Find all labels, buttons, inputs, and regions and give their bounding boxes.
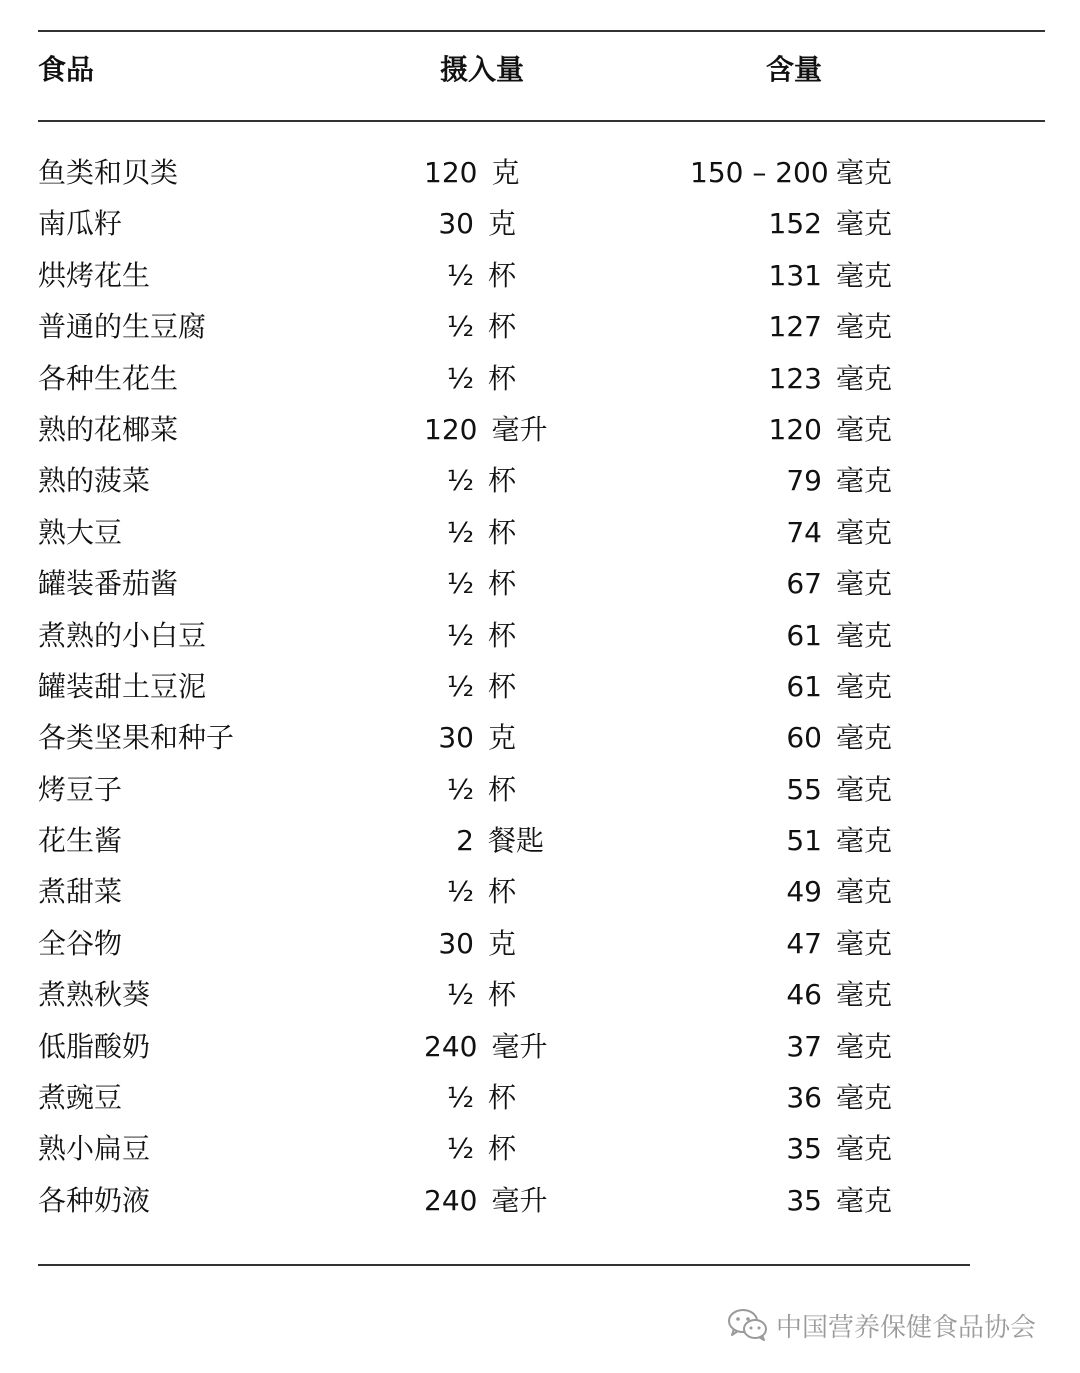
intake-unit: 杯 [488, 361, 517, 395]
table-row [0, 147, 1080, 198]
food-name: 煮熟的小白豆 [38, 618, 207, 652]
table-row [0, 1123, 1080, 1174]
content-unit: 毫克 [836, 464, 893, 498]
content-unit: 毫克 [836, 207, 893, 241]
intake-amount [424, 866, 574, 917]
food-name: 花生酱 [38, 824, 123, 858]
intake-quantity: 240 [424, 1183, 478, 1217]
intake-unit: 杯 [488, 669, 517, 703]
content-value: 51 [786, 824, 822, 858]
header-food: 食品 [38, 53, 95, 86]
food-name: 各种生花生 [38, 361, 179, 395]
content-amount [690, 661, 900, 712]
content-value: 35 [786, 1132, 822, 1166]
content-amount [690, 1021, 900, 1072]
content-value: 55 [786, 772, 822, 806]
content-amount [690, 918, 900, 969]
intake-quantity: ½ [446, 669, 474, 703]
intake-amount [424, 507, 574, 558]
intake-amount [424, 455, 574, 506]
food-name: 煮熟秋葵 [38, 978, 151, 1012]
intake-quantity: ½ [446, 772, 474, 806]
intake-unit: 杯 [488, 310, 517, 344]
intake-amount [424, 301, 574, 352]
table-row [0, 866, 1080, 917]
table-row [0, 301, 1080, 352]
table-row [0, 558, 1080, 609]
intake-quantity: ½ [446, 978, 474, 1012]
table-body [0, 147, 1080, 1226]
top-rule [38, 30, 1045, 32]
header-rule [38, 120, 1045, 122]
intake-unit: 克 [491, 156, 520, 189]
intake-unit: 杯 [488, 978, 517, 1012]
intake-quantity: ½ [446, 515, 474, 549]
table-row [0, 1175, 1080, 1226]
intake-unit: 杯 [488, 258, 517, 292]
content-amount [690, 507, 900, 558]
food-name: 南瓜籽 [38, 207, 123, 241]
intake-quantity: ½ [446, 618, 474, 652]
wechat-icon [726, 1307, 770, 1343]
table-row [0, 661, 1080, 712]
table-row [0, 404, 1080, 455]
intake-amount [424, 147, 574, 198]
content-value: 60 [786, 721, 822, 755]
content-value: 150 – 200 [690, 156, 829, 189]
food-name: 煮豌豆 [38, 1081, 123, 1115]
table-row [0, 610, 1080, 661]
content-unit: 毫克 [836, 258, 893, 292]
content-value: 35 [786, 1183, 822, 1217]
food-name: 普通的生豆腐 [38, 310, 207, 344]
content-amount [690, 558, 900, 609]
content-amount [690, 866, 900, 917]
content-unit: 毫克 [836, 669, 893, 703]
intake-amount [424, 404, 574, 455]
intake-unit: 毫升 [491, 1029, 548, 1063]
table-row [0, 918, 1080, 969]
content-value: 37 [786, 1029, 822, 1063]
intake-amount [424, 353, 574, 404]
watermark [726, 1303, 1036, 1347]
content-unit: 毫克 [836, 310, 893, 344]
content-unit: 毫克 [836, 515, 893, 549]
content-amount [690, 969, 900, 1020]
content-unit: 毫克 [836, 1132, 893, 1166]
content-amount [690, 1123, 900, 1174]
table-row [0, 764, 1080, 815]
bottom-rule [38, 1264, 970, 1266]
table-row [0, 815, 1080, 866]
intake-unit: 毫升 [491, 412, 548, 446]
intake-unit: 餐匙 [488, 824, 545, 858]
intake-amount [424, 250, 574, 301]
content-unit: 毫克 [836, 618, 893, 652]
header-intake: 摄入量 [440, 53, 525, 86]
content-value: 61 [786, 669, 822, 703]
intake-quantity: ½ [446, 258, 474, 292]
intake-quantity: 2 [456, 824, 474, 858]
intake-unit: 杯 [488, 1132, 517, 1166]
intake-amount [424, 198, 574, 249]
food-name: 熟大豆 [38, 515, 123, 549]
intake-unit: 杯 [488, 567, 517, 601]
intake-amount [424, 815, 574, 866]
food-name: 低脂酸奶 [38, 1029, 151, 1063]
food-name: 各类坚果和种子 [38, 721, 235, 755]
intake-quantity: 30 [438, 721, 474, 755]
content-value: 47 [786, 926, 822, 960]
content-value: 46 [786, 978, 822, 1012]
content-value: 79 [786, 464, 822, 498]
table-row [0, 250, 1080, 301]
table-row [0, 507, 1080, 558]
table-row [0, 353, 1080, 404]
food-name: 烘烤花生 [38, 258, 151, 292]
intake-unit: 毫升 [491, 1183, 548, 1217]
content-amount [690, 1175, 900, 1226]
content-value: 152 [768, 207, 822, 241]
intake-quantity: 30 [438, 207, 474, 241]
content-value: 67 [786, 567, 822, 601]
food-name: 熟的菠菜 [38, 464, 151, 498]
content-amount [690, 610, 900, 661]
intake-quantity: 120 [424, 412, 478, 446]
intake-quantity: ½ [446, 1132, 474, 1166]
intake-unit: 克 [488, 207, 517, 241]
intake-amount [424, 558, 574, 609]
intake-amount [424, 610, 574, 661]
table-row [0, 969, 1080, 1020]
food-name: 烤豆子 [38, 772, 123, 806]
food-name: 熟小扁豆 [38, 1132, 151, 1166]
intake-amount [424, 1072, 574, 1123]
table-row [0, 198, 1080, 249]
content-value: 61 [786, 618, 822, 652]
content-value: 36 [786, 1081, 822, 1115]
content-value: 123 [768, 361, 822, 395]
content-amount [690, 147, 900, 198]
content-amount [690, 250, 900, 301]
content-unit: 毫克 [836, 567, 893, 601]
food-name: 全谷物 [38, 926, 123, 960]
intake-quantity: ½ [446, 361, 474, 395]
content-amount [690, 1072, 900, 1123]
content-unit: 毫克 [836, 772, 893, 806]
food-name: 罐装甜土豆泥 [38, 669, 207, 703]
content-amount [690, 353, 900, 404]
table-row [0, 1021, 1080, 1072]
intake-unit: 杯 [488, 772, 517, 806]
food-name: 煮甜菜 [38, 875, 123, 909]
content-value: 131 [768, 258, 822, 292]
intake-unit: 杯 [488, 464, 517, 498]
intake-quantity: ½ [446, 567, 474, 601]
content-unit: 毫克 [836, 361, 893, 395]
content-value: 74 [786, 515, 822, 549]
content-value: 49 [786, 875, 822, 909]
content-amount [690, 404, 900, 455]
intake-quantity: ½ [446, 310, 474, 344]
table-header [0, 48, 1080, 92]
intake-unit: 杯 [488, 1081, 517, 1115]
content-unit: 毫克 [836, 412, 893, 446]
table-row [0, 712, 1080, 763]
intake-quantity: ½ [446, 1081, 474, 1115]
intake-amount [424, 1021, 574, 1072]
intake-amount [424, 1123, 574, 1174]
table-row [0, 455, 1080, 506]
intake-quantity: 120 [424, 156, 478, 189]
watermark-text: 中国营养保健食品协会 [776, 1312, 1037, 1343]
content-unit: 毫克 [836, 1081, 893, 1115]
intake-amount [424, 661, 574, 712]
content-unit: 毫克 [836, 875, 893, 909]
intake-amount [424, 969, 574, 1020]
content-amount [690, 712, 900, 763]
intake-amount [424, 712, 574, 763]
intake-amount [424, 1175, 574, 1226]
intake-unit: 杯 [488, 515, 517, 549]
intake-quantity: 240 [424, 1029, 478, 1063]
food-name: 各种奶液 [38, 1183, 151, 1217]
table-row [0, 1072, 1080, 1123]
food-name: 熟的花椰菜 [38, 412, 179, 446]
intake-unit: 杯 [488, 618, 517, 652]
content-amount [690, 301, 900, 352]
content-unit: 毫克 [836, 926, 893, 960]
content-amount [690, 815, 900, 866]
intake-quantity: ½ [446, 464, 474, 498]
content-unit: 毫克 [836, 1183, 893, 1217]
content-amount [690, 455, 900, 506]
intake-unit: 杯 [488, 875, 517, 909]
food-name: 鱼类和贝类 [38, 156, 179, 189]
food-name: 罐装番茄酱 [38, 567, 179, 601]
content-unit: 毫克 [836, 156, 893, 189]
content-amount [690, 198, 900, 249]
content-unit: 毫克 [836, 1029, 893, 1063]
intake-unit: 克 [488, 926, 517, 960]
intake-amount [424, 764, 574, 815]
intake-unit: 克 [488, 721, 517, 755]
intake-quantity: 30 [438, 926, 474, 960]
content-unit: 毫克 [836, 824, 893, 858]
content-value: 127 [768, 310, 822, 344]
header-content: 含量 [766, 53, 823, 86]
content-value: 120 [768, 412, 822, 446]
content-amount [690, 764, 900, 815]
intake-quantity: ½ [446, 875, 474, 909]
intake-amount [424, 918, 574, 969]
content-unit: 毫克 [836, 721, 893, 755]
content-unit: 毫克 [836, 978, 893, 1012]
